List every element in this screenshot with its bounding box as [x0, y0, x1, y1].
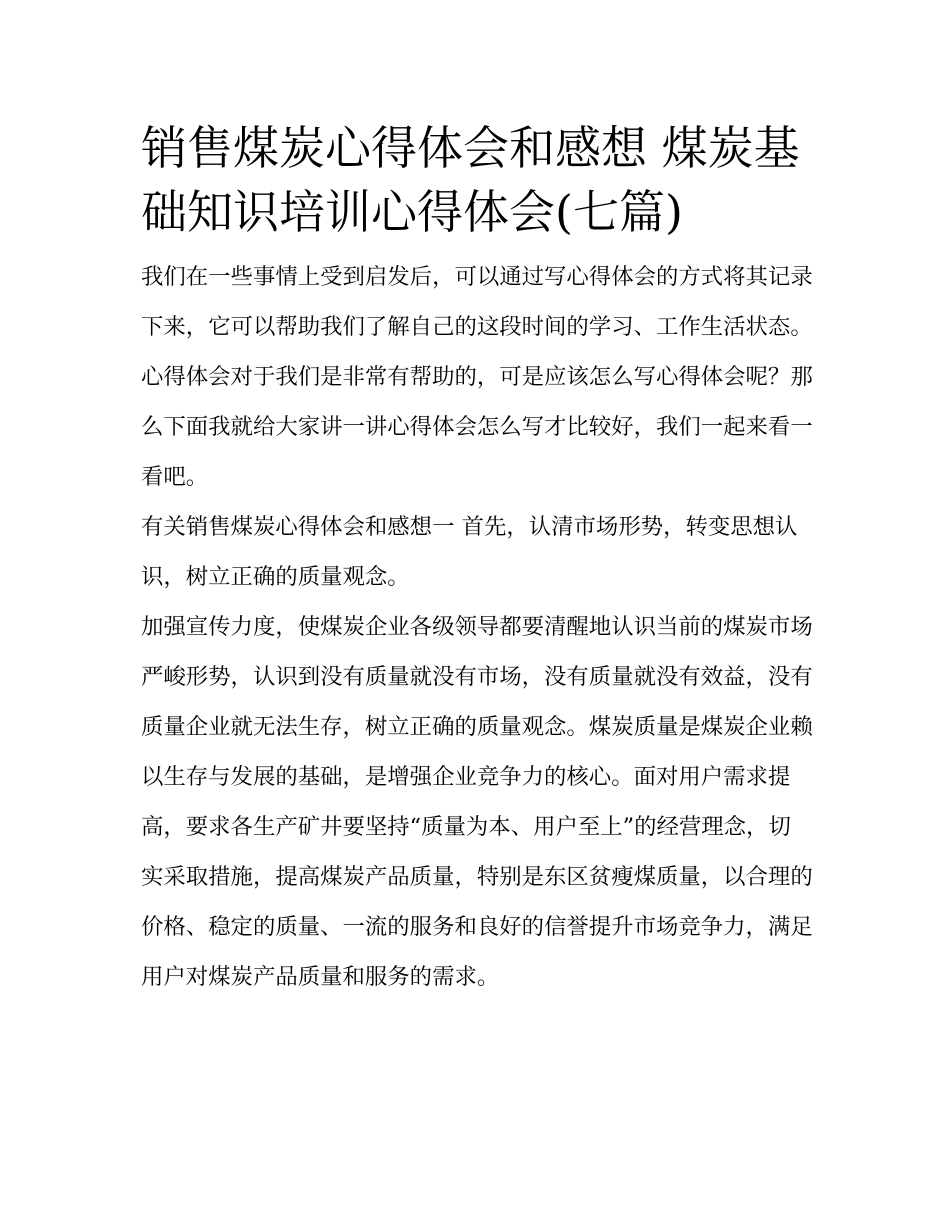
document-body: [141, 116, 813, 1002]
paragraph-section-one: 有关销售煤炭心得体会和感想一 首先，认清市场形势，转变思想认识，树立正确的质量观念。: [141, 514, 798, 590]
paragraph-intro: 我们在一些事情上受到启发后，可以通过写心得体会的方式将其记录下来，它可以帮助我们了解自己的这段时间的学习、工作生活状态。心得体会对于我们是非常有帮助的，可是应该怎么写心得体会呢？那么下面我就给大家讲一讲心得体会怎么写才比较好，我们一起来看一看吧。: [141, 264, 813, 490]
paragraph-quality: 加强宣传力度，使煤炭企业各级领导都要清醒地认识当前的煤炭市场严峻形势，认识到没有质量就没有市场，没有质量就没有效益，没有质量企业就无法生存，树立正确的质量观念。煤炭质量是煤炭企业赖以生存与发展的基础，是增强企业竞争力的核心。面对用户需求提高，要求各生产矿井要坚持“质量为本、用户至上”的经营理念，切实采取措施，提高煤炭产品质量，特别是东区贫瘦煤质量，以合理的价格、稳定的质量、一流的服务和良好的信誉提升市场竞争力，满足用户对煤炭产品质量和服务的需求。: [141, 614, 813, 990]
document-title: 销售煤炭心得体会和感想 煤炭基础知识培训心得体会(七篇): [141, 121, 800, 239]
